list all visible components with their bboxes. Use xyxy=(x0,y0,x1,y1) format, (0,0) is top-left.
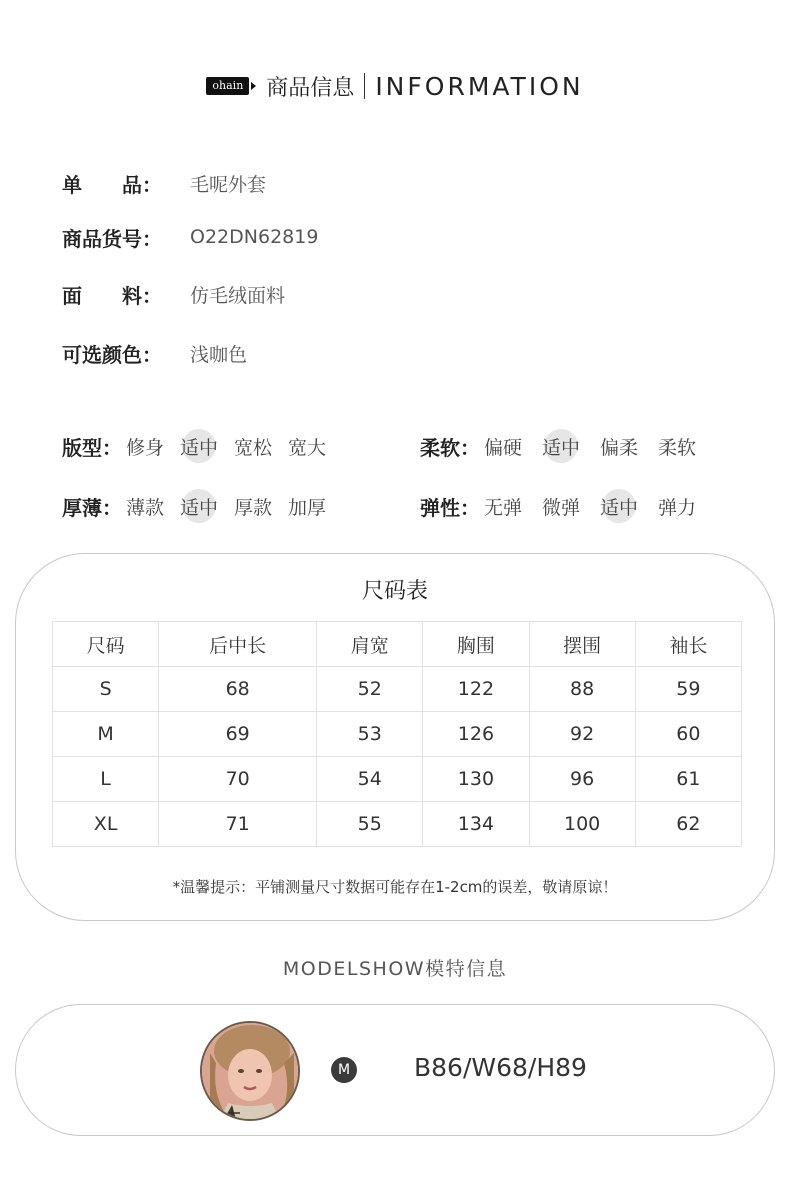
table-row xyxy=(53,757,742,802)
table-cell: 92 xyxy=(529,712,635,757)
attr-option-selected: 适中 xyxy=(542,433,580,460)
table-cell: 69 xyxy=(159,712,317,757)
info-label: 单 品： xyxy=(62,172,162,197)
attr-elasticity xyxy=(420,489,712,523)
info-label: 可选颜色： xyxy=(62,342,162,367)
table-cell: 88 xyxy=(529,667,635,712)
table-cell: 52 xyxy=(317,667,423,712)
attr-label: 版型： xyxy=(62,435,122,460)
table-cell: 54 xyxy=(317,757,423,802)
info-value: 浅咖色 xyxy=(190,343,248,366)
table-row xyxy=(53,667,742,712)
table-cell: 122 xyxy=(423,667,529,712)
info-label: 商品货号： xyxy=(62,226,162,251)
table-cell: 68 xyxy=(159,667,317,712)
header-title-en: INFORMATION xyxy=(375,71,584,101)
table-cell: 59 xyxy=(635,667,741,712)
size-table xyxy=(52,621,742,847)
table-header-cell: 袖长 xyxy=(635,622,741,667)
table-cell: 96 xyxy=(529,757,635,802)
info-row-item xyxy=(62,168,266,198)
attr-label: 柔软： xyxy=(420,435,480,460)
attr-label: 厚薄： xyxy=(62,495,122,520)
table-header-cell: 后中长 xyxy=(159,622,317,667)
table-cell: 126 xyxy=(423,712,529,757)
model-portrait-icon xyxy=(202,1023,298,1119)
size-chart-card xyxy=(15,553,775,921)
info-value: O22DN62819 xyxy=(190,226,319,248)
size-tip: *温馨提示：平铺测量尺寸数据可能存在1-2cm的误差，敬请原谅！ xyxy=(172,878,618,896)
attr-option: 偏柔 xyxy=(600,436,639,459)
table-header-row xyxy=(53,622,742,667)
attr-option: 薄款 xyxy=(126,496,165,519)
table-cell: 130 xyxy=(423,757,529,802)
model-card xyxy=(15,1004,775,1136)
attr-option: 宽大 xyxy=(288,436,327,459)
info-label: 面 料： xyxy=(62,283,162,308)
attr-option: 微弹 xyxy=(542,496,581,519)
table-cell: 61 xyxy=(635,757,741,802)
attr-option-selected: 适中 xyxy=(180,493,218,520)
table-cell: XL xyxy=(53,802,159,847)
model-measurements: B86/W68/H89 xyxy=(414,1053,587,1082)
table-header-cell: 尺码 xyxy=(53,622,159,667)
info-row-fabric xyxy=(62,279,285,309)
table-cell: 55 xyxy=(317,802,423,847)
table-cell: L xyxy=(53,757,159,802)
attr-option: 修身 xyxy=(126,436,165,459)
attr-option: 宽松 xyxy=(234,436,273,459)
attr-option: 加厚 xyxy=(288,496,327,519)
table-cell: S xyxy=(53,667,159,712)
attr-option-selected: 适中 xyxy=(180,433,218,460)
table-cell: M xyxy=(53,712,159,757)
attr-label: 弹性： xyxy=(420,495,480,520)
info-row-sku xyxy=(62,222,318,252)
attr-fit xyxy=(62,429,342,463)
attr-option: 弹力 xyxy=(658,496,697,519)
table-cell: 100 xyxy=(529,802,635,847)
attr-option: 偏硬 xyxy=(484,436,523,459)
brand-logo: ohain xyxy=(206,77,249,95)
table-cell: 70 xyxy=(159,757,317,802)
logo-arrow-icon xyxy=(251,82,256,90)
info-value: 毛呢外套 xyxy=(190,173,267,196)
table-header-cell: 摆围 xyxy=(529,622,635,667)
info-value: 仿毛绒面料 xyxy=(190,284,286,307)
table-row xyxy=(53,712,742,757)
table-header-cell: 胸围 xyxy=(423,622,529,667)
attr-option-selected: 适中 xyxy=(600,493,638,520)
table-row xyxy=(53,802,742,847)
model-section-title: MODELSHOW模特信息 xyxy=(282,958,508,980)
attr-option: 无弹 xyxy=(484,496,523,519)
header-divider xyxy=(364,73,365,99)
attr-softness xyxy=(420,429,712,463)
attr-option: 厚款 xyxy=(234,496,273,519)
page-header xyxy=(0,66,790,106)
table-header-cell: 肩宽 xyxy=(317,622,423,667)
model-avatar xyxy=(200,1021,300,1121)
table-cell: 62 xyxy=(635,802,741,847)
attr-option: 柔软 xyxy=(658,436,697,459)
table-cell: 60 xyxy=(635,712,741,757)
header-title-cn: 商品信息 xyxy=(266,75,355,101)
model-size-badge: M xyxy=(331,1057,357,1083)
size-chart-title: 尺码表 xyxy=(361,579,428,604)
attr-thickness xyxy=(62,489,342,523)
table-cell: 53 xyxy=(317,712,423,757)
table-cell: 71 xyxy=(159,802,317,847)
table-cell: 134 xyxy=(423,802,529,847)
info-row-color xyxy=(62,338,247,368)
